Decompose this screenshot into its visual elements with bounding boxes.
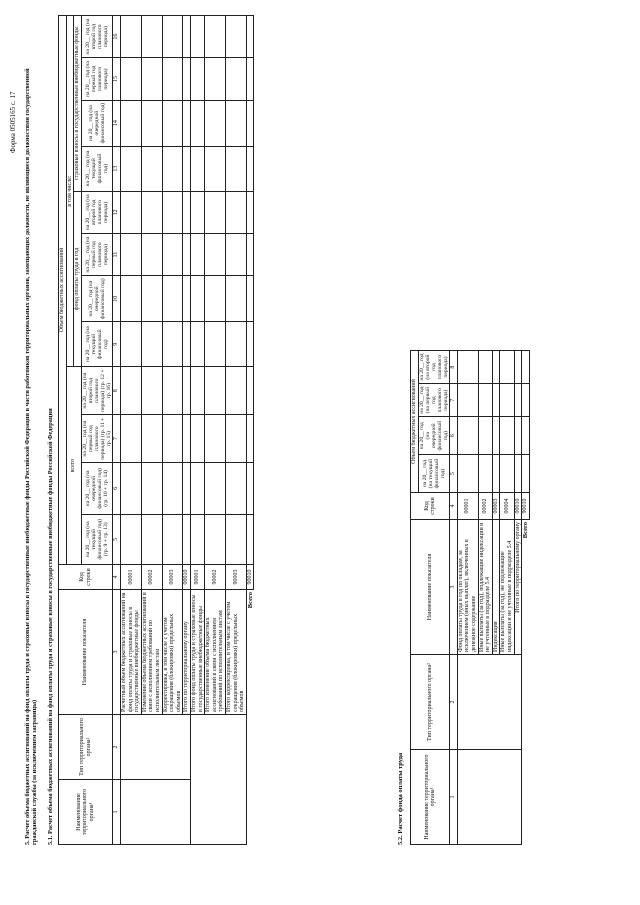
total-label: Всего	[522, 522, 530, 539]
input-cell[interactable]	[183, 146, 191, 191]
input-cell[interactable]	[522, 384, 530, 417]
table-5-1	[58, 15, 254, 845]
input-cell[interactable]	[478, 384, 492, 417]
t1-year-header: на 20__ год (на текущий финансовый год)	[81, 146, 113, 191]
section-title: 5. Расчет объема бюджетных ассигнований на фонд оплаты труда и страховые взносы в государственные внебюджетные фонды Российской Федерации в части работников территориальных органов, замещающих должности, не являющиеся должностями государственной гражданской службы (за исключением заграницы)	[24, 68, 38, 845]
input-cell[interactable]	[500, 351, 514, 384]
t1-header-indicator: Наименование показателя	[59, 590, 113, 715]
input-cell[interactable]	[205, 233, 226, 275]
column-number: 4	[450, 493, 458, 520]
input-cell[interactable]	[141, 191, 162, 233]
input-cell[interactable]	[121, 191, 142, 233]
input-cell[interactable]	[141, 100, 162, 146]
input-cell[interactable]	[162, 276, 183, 322]
column-number: 8	[450, 351, 458, 384]
input-cell[interactable]	[121, 322, 142, 367]
t1-year-header: на 20__ год (на второй год планового периода)	[81, 191, 113, 233]
input-cell[interactable]	[246, 191, 254, 233]
input-cell[interactable]	[191, 367, 205, 415]
subsection-5-1-title: 5.1. Расчет объема бюджетных ассигнований на фонд оплаты труда и страховые взносы в государственные внебюджетные фонды Российской Федерации	[47, 408, 54, 845]
total-code: 90010	[246, 565, 254, 590]
input-cell[interactable]	[478, 455, 492, 493]
row-code: 00001	[457, 493, 478, 520]
input-cell[interactable]	[191, 322, 205, 367]
input-cell[interactable]	[162, 367, 183, 415]
input-cell[interactable]	[205, 322, 226, 367]
input-cell[interactable]	[121, 276, 142, 322]
total-row	[246, 16, 254, 845]
t2-year-header: на 20__ год (на очередной финансовый год)	[418, 417, 450, 455]
input-cell[interactable]	[225, 58, 246, 100]
column-number: 16	[113, 16, 121, 58]
total-label: Всего	[246, 592, 254, 609]
input-cell[interactable]	[141, 514, 162, 564]
row-label: Итого изменение объема бюджетных ассигнований в связи с исполнением требований по исполнительным листам	[205, 590, 226, 715]
column-number: 12	[113, 191, 121, 233]
t2-header-type: Тип территориального органа²	[411, 655, 450, 750]
row-label: Итого корректировка, в том числе с учетом сокращения (блокировки) предельных объемов	[225, 590, 246, 715]
input-cell[interactable]	[478, 417, 492, 455]
column-number: 7	[450, 384, 458, 417]
t1-year-header: на 20__ год (на очередной финансовый год)	[81, 100, 113, 146]
input-cell[interactable]	[141, 415, 162, 463]
input-cell[interactable]	[141, 463, 162, 514]
input-cell[interactable]	[492, 417, 500, 455]
input-cell[interactable]	[205, 16, 226, 58]
input-cell[interactable]	[191, 146, 205, 191]
input-cell[interactable]	[457, 455, 478, 493]
input-cell[interactable]	[121, 780, 191, 845]
input-cell[interactable]	[141, 146, 162, 191]
row-code: 00003	[492, 493, 500, 520]
input-cell[interactable]	[225, 100, 246, 146]
t1-header-fot: фонд оплаты труда в год	[74, 191, 82, 367]
input-cell[interactable]	[522, 351, 530, 384]
row-label: Итого по территориальному органу	[183, 590, 191, 715]
input-cell[interactable]	[205, 191, 226, 233]
input-cell[interactable]	[141, 233, 162, 275]
column-number: 4	[113, 565, 121, 590]
input-cell[interactable]	[162, 514, 183, 564]
input-cell[interactable]	[162, 146, 183, 191]
input-cell[interactable]	[162, 463, 183, 514]
row-label: Расчетный объем бюджетных ассигнований на фонд оплаты труда и страховые взносы в государственные внебюджетные фонды	[121, 590, 142, 715]
input-cell[interactable]	[121, 463, 142, 514]
input-cell[interactable]	[121, 100, 142, 146]
t1-header-total: всего	[66, 367, 81, 565]
input-cell[interactable]	[492, 384, 500, 417]
row-label: Изменение объема бюджетных ассигнований в связи с исполнением требований по исполнительным листам	[141, 590, 162, 715]
input-cell[interactable]	[183, 415, 191, 463]
column-number: 2	[113, 715, 121, 780]
row-code: 00010	[183, 565, 191, 590]
input-cell[interactable]	[457, 417, 478, 455]
input-cell[interactable]	[457, 655, 521, 750]
input-cell[interactable]	[183, 463, 191, 514]
column-number: 8	[113, 367, 121, 415]
input-cell[interactable]	[141, 322, 162, 367]
input-cell[interactable]	[191, 514, 205, 564]
input-cell[interactable]	[205, 367, 226, 415]
t1-header-ins: страховые взносы в государственные внебюджетные фонды	[74, 16, 82, 192]
input-cell[interactable]	[205, 463, 226, 514]
input-cell[interactable]	[183, 233, 191, 275]
input-cell[interactable]	[478, 351, 492, 384]
column-number: 6	[450, 417, 458, 455]
input-cell[interactable]	[225, 514, 246, 564]
column-number: 15	[113, 58, 121, 100]
input-cell[interactable]	[500, 455, 514, 493]
input-cell[interactable]	[514, 384, 522, 417]
input-cell[interactable]	[225, 233, 246, 275]
input-cell[interactable]	[205, 514, 226, 564]
input-cell[interactable]	[141, 367, 162, 415]
input-cell[interactable]	[121, 146, 142, 191]
input-cell[interactable]	[121, 367, 142, 415]
blank-cell	[191, 715, 247, 845]
input-cell[interactable]	[457, 750, 521, 845]
input-cell[interactable]	[191, 463, 205, 514]
input-cell[interactable]	[225, 276, 246, 322]
row-label: Корректировка, в том числе с учетом сокращения (блокировки) предельных объемов	[162, 590, 183, 715]
t1-year-header: на 20__ год (на текущий финансовый год)	[81, 322, 113, 367]
subsection-5-2-title: 5.2. Расчет фонда оплаты труда	[397, 752, 404, 845]
column-number: 3	[450, 520, 458, 655]
input-cell[interactable]	[162, 100, 183, 146]
input-cell[interactable]	[183, 276, 191, 322]
column-number: 3	[113, 590, 121, 715]
input-cell[interactable]	[246, 100, 254, 146]
input-cell[interactable]	[225, 415, 246, 463]
input-cell[interactable]	[121, 715, 191, 780]
t1-year-header: на 20__ год (на первый год планового периода) (гр. 11 + гр. 15)	[81, 415, 113, 463]
input-cell[interactable]	[191, 276, 205, 322]
input-cell[interactable]	[205, 100, 226, 146]
input-cell[interactable]	[225, 16, 246, 58]
t2-header-code: Код строки	[411, 493, 450, 520]
input-cell[interactable]	[246, 463, 254, 514]
row-code: 90001	[191, 565, 205, 590]
input-cell[interactable]	[121, 58, 142, 100]
row-code: 00002	[478, 493, 492, 520]
input-cell[interactable]	[225, 322, 246, 367]
row-code: 00010	[514, 493, 522, 520]
total-row	[522, 351, 530, 845]
input-cell[interactable]	[205, 58, 226, 100]
input-cell[interactable]	[141, 276, 162, 322]
input-cell[interactable]	[183, 58, 191, 100]
input-cell[interactable]	[191, 100, 205, 146]
t1-header-incl: в том числе:	[66, 16, 74, 367]
input-cell[interactable]	[522, 417, 530, 455]
input-cell[interactable]	[162, 16, 183, 58]
input-cell[interactable]	[162, 191, 183, 233]
t2-header-name: Наименование территориального органа¹	[411, 750, 450, 845]
t1-year-header: на 20__ год (на второй год планового периода) (гр. 12 + гр. 16)	[81, 367, 113, 415]
t2-column-numbers	[450, 351, 458, 845]
row-code: 00002	[141, 565, 162, 590]
row-code: 00001	[121, 565, 142, 590]
input-cell[interactable]	[246, 367, 254, 415]
input-cell[interactable]	[246, 58, 254, 100]
column-number: 7	[113, 415, 121, 463]
t1-header-type: Тип территориального органа²	[59, 715, 113, 780]
column-number: 9	[113, 322, 121, 367]
row-label: Фонд оплаты труда в год по окладам, за исключением (иных выплат), включенных в денежное содержание	[457, 520, 478, 655]
total-code: 90010	[522, 493, 530, 520]
t1-header-name: Наименование территориального органа¹	[59, 780, 113, 845]
input-cell[interactable]	[522, 455, 530, 493]
input-cell[interactable]	[121, 514, 142, 564]
table-row	[121, 16, 142, 845]
t1-year-header: на 20__ год (на текущий финансовый год) (гр. 9 + гр. 13)	[81, 514, 113, 564]
input-cell[interactable]	[183, 322, 191, 367]
row-code: 90002	[205, 565, 226, 590]
column-number: 1	[450, 750, 458, 845]
input-cell[interactable]	[246, 146, 254, 191]
input-cell[interactable]	[457, 351, 478, 384]
input-cell[interactable]	[183, 191, 191, 233]
input-cell[interactable]	[162, 233, 183, 275]
input-cell[interactable]	[225, 463, 246, 514]
t2-header-indicator: Наименование показателя	[411, 520, 450, 655]
input-cell[interactable]	[246, 322, 254, 367]
column-number: 1	[113, 780, 121, 845]
input-cell[interactable]	[246, 16, 254, 58]
input-cell[interactable]	[225, 367, 246, 415]
t1-year-header: на 20__ год (на очередной финансовый год)	[81, 276, 113, 322]
input-cell[interactable]	[162, 58, 183, 100]
input-cell[interactable]	[121, 16, 142, 58]
input-cell[interactable]	[141, 58, 162, 100]
t1-year-header: на 20__ год (на второй год планового периода)	[81, 16, 113, 58]
form-number: Форма 0505165 с. 17	[9, 91, 17, 153]
input-cell[interactable]	[246, 514, 254, 564]
input-cell[interactable]	[492, 351, 500, 384]
column-number: 13	[113, 146, 121, 191]
column-number: 14	[113, 100, 121, 146]
t1-year-header: на 20__ год (на первый год планового периода)	[81, 233, 113, 275]
t1-year-header: на 20__ год (на очередной финансовый год) (гр. 10 + гр. 14)	[81, 463, 113, 514]
input-cell[interactable]	[183, 367, 191, 415]
input-cell[interactable]	[183, 100, 191, 146]
input-cell[interactable]	[457, 384, 478, 417]
row-code: 90003	[225, 565, 246, 590]
t1-column-numbers	[113, 16, 121, 845]
input-cell[interactable]	[183, 514, 191, 564]
input-cell[interactable]	[191, 58, 205, 100]
input-cell[interactable]	[514, 455, 522, 493]
column-number: 5	[113, 514, 121, 564]
table-5-2	[410, 350, 530, 845]
input-cell[interactable]	[191, 233, 205, 275]
input-cell[interactable]	[191, 415, 205, 463]
row-label: Индексация	[492, 520, 500, 655]
column-number: 2	[450, 655, 458, 750]
row-code: 00004	[500, 493, 514, 520]
t2-year-header: на 20__ год (на второй год планового периода)	[418, 351, 450, 384]
row-label: Иные выплаты (за год), не подлежащие индексации и не учтенные в подразделе 5.4	[500, 520, 514, 655]
column-number: 6	[113, 463, 121, 514]
input-cell[interactable]	[500, 417, 514, 455]
input-cell[interactable]	[514, 351, 522, 384]
row-code: 00003	[162, 565, 183, 590]
row-label: Итого по территориальному органу	[514, 520, 522, 655]
table-row	[191, 16, 205, 845]
row-label: Иные выплаты (за год), подлежащие индексации и не учтенные в подразделе 5.4	[478, 520, 492, 655]
input-cell[interactable]	[205, 146, 226, 191]
table-row	[457, 351, 478, 845]
input-cell[interactable]	[141, 16, 162, 58]
input-cell[interactable]	[191, 16, 205, 58]
t1-header-volume: Объем бюджетных ассигнований	[59, 16, 67, 565]
input-cell[interactable]	[246, 233, 254, 275]
input-cell[interactable]	[492, 455, 500, 493]
input-cell[interactable]	[205, 415, 226, 463]
input-cell[interactable]	[205, 276, 226, 322]
input-cell[interactable]	[121, 415, 142, 463]
column-number: 5	[450, 455, 458, 493]
input-cell[interactable]	[162, 415, 183, 463]
input-cell[interactable]	[500, 384, 514, 417]
column-number: 10	[113, 276, 121, 322]
input-cell[interactable]	[121, 233, 142, 275]
input-cell[interactable]	[246, 276, 254, 322]
input-cell[interactable]	[183, 16, 191, 58]
t1-year-header: на 20__ год (на первый год планового периода)	[81, 58, 113, 100]
input-cell[interactable]	[514, 417, 522, 455]
t2-year-header: на 20__ год (на текущий финансовый год)	[418, 455, 450, 493]
input-cell[interactable]	[162, 322, 183, 367]
t2-header-volume: Объем бюджетных ассигнований	[411, 351, 419, 493]
input-cell[interactable]	[246, 415, 254, 463]
input-cell[interactable]	[191, 191, 205, 233]
row-label: Итого фонд оплаты труда и страховые взносы в государственные внебюджетные фонды	[191, 590, 205, 715]
t2-year-header: на 20__ год (на первый год планового периода)	[418, 384, 450, 417]
input-cell[interactable]	[225, 191, 246, 233]
column-number: 11	[113, 233, 121, 275]
t1-header-code: Код строки	[59, 565, 113, 590]
input-cell[interactable]	[225, 146, 246, 191]
